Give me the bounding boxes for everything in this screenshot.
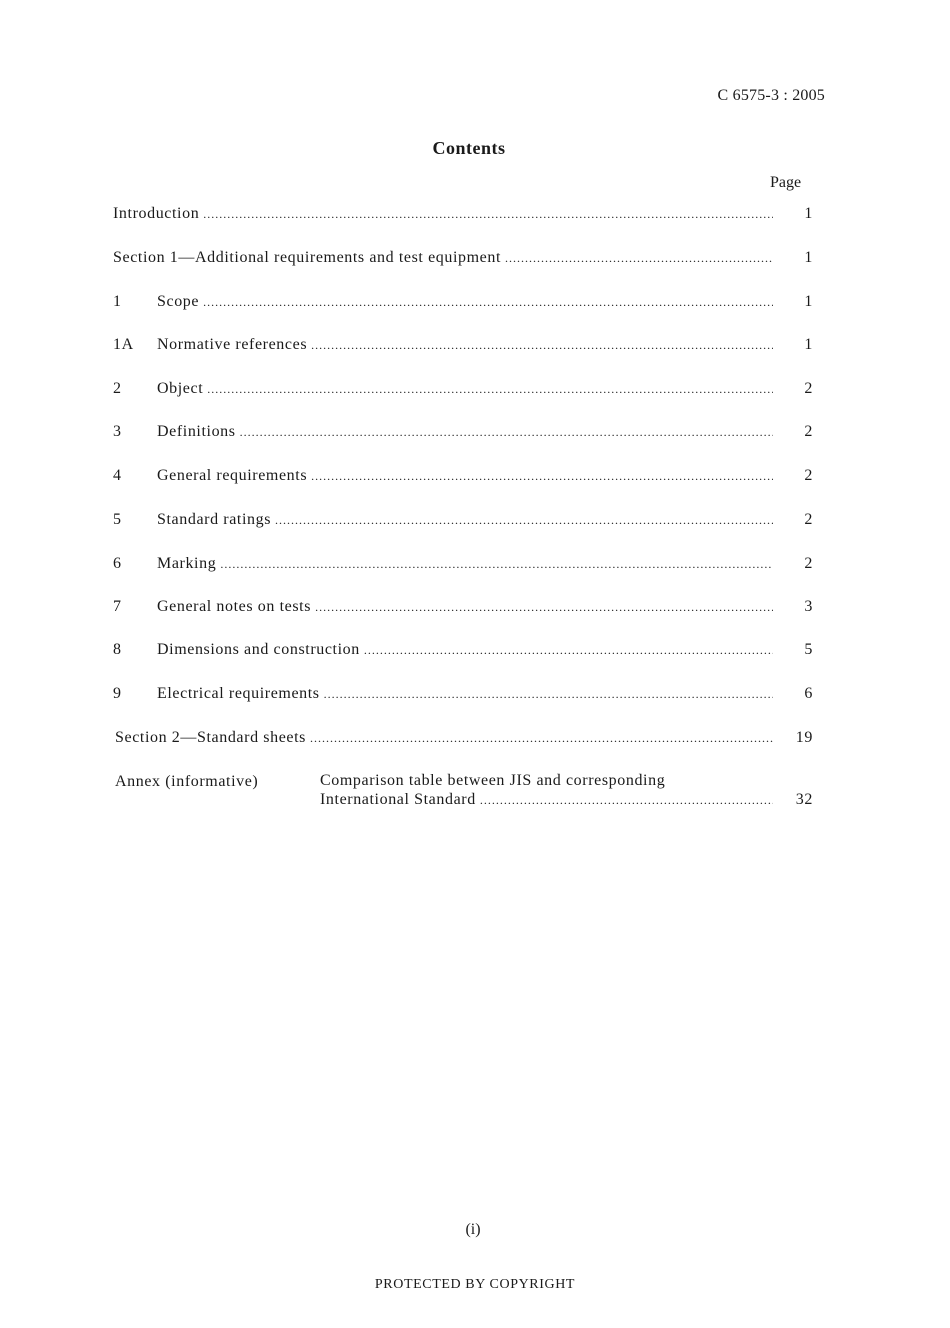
toc-page: 19 xyxy=(795,729,813,746)
toc-entry-standard-ratings[interactable] xyxy=(113,511,813,535)
toc-leader-dots xyxy=(311,469,773,484)
toc-number: 2 xyxy=(113,380,122,397)
toc-page: 6 xyxy=(804,685,813,702)
page-title: Contents xyxy=(432,138,506,158)
document-id: C 6575-3 : 2005 xyxy=(717,87,825,104)
toc-page: 1 xyxy=(804,336,813,353)
toc-entry-annex-title-line2[interactable] xyxy=(320,791,813,809)
toc-leader-dots xyxy=(310,731,773,746)
toc-number: 9 xyxy=(113,685,122,702)
footer-page-number: (i) xyxy=(465,1221,481,1238)
toc-leader-dots xyxy=(505,251,773,266)
toc-entry-marking[interactable] xyxy=(113,555,813,579)
toc-leader-dots xyxy=(240,425,773,440)
toc-number: 4 xyxy=(113,467,122,484)
toc-label: Section 2—Standard sheets xyxy=(115,729,306,746)
toc-number: 8 xyxy=(113,641,122,658)
toc-page: 32 xyxy=(795,791,813,808)
toc-entry-scope[interactable] xyxy=(113,293,813,317)
toc-leader-dots xyxy=(220,557,773,572)
toc-leader-dots xyxy=(311,338,773,353)
toc-label: Normative references xyxy=(157,336,308,353)
toc-page: 3 xyxy=(804,598,813,615)
toc-page: 2 xyxy=(804,555,813,572)
toc-number: 1 xyxy=(113,293,122,310)
toc-label: General requirements xyxy=(157,467,308,484)
toc-entry-general-requirements[interactable] xyxy=(113,467,813,491)
toc-label: International Standard xyxy=(320,791,476,808)
toc-leader-dots xyxy=(275,513,773,528)
toc-label: Electrical requirements xyxy=(157,685,320,702)
toc-leader-dots xyxy=(480,793,773,808)
toc-entry-introduction[interactable] xyxy=(113,205,813,229)
toc-entry-general-notes-on-tests[interactable] xyxy=(113,598,813,622)
toc-entry-definitions[interactable] xyxy=(113,423,813,447)
toc-label: Standard ratings xyxy=(157,511,272,528)
toc-number: 3 xyxy=(113,423,122,440)
toc-entry-object[interactable] xyxy=(113,380,813,404)
page-column-header: Page xyxy=(770,174,802,191)
toc-label: Section 1—Additional requirements and test equipment xyxy=(113,249,502,266)
toc-entry-annex-title-line1[interactable]: Comparison table between JIS and corresponding xyxy=(320,772,666,789)
toc-number: 6 xyxy=(113,555,122,572)
toc-leader-dots xyxy=(207,382,773,397)
toc-leader-dots xyxy=(315,600,773,615)
toc-page: 2 xyxy=(804,380,813,397)
toc-label: Marking xyxy=(157,555,217,572)
toc-leader-dots xyxy=(324,687,773,702)
toc-entry-annex-label[interactable]: Annex (informative) xyxy=(115,773,259,790)
toc-page: 1 xyxy=(804,249,813,266)
toc-label: General notes on tests xyxy=(157,598,312,615)
toc-label: Scope xyxy=(157,293,200,310)
toc-number: 5 xyxy=(113,511,122,528)
toc-page: 1 xyxy=(804,205,813,222)
toc-entry-dimensions-and-construction[interactable] xyxy=(113,641,813,665)
toc-label: Definitions xyxy=(157,423,236,440)
toc-page: 2 xyxy=(804,423,813,440)
toc-leader-dots xyxy=(203,295,773,310)
toc-label: Dimensions and construction xyxy=(157,641,360,658)
toc-entry-electrical-requirements[interactable] xyxy=(113,685,813,709)
toc-label: Object xyxy=(157,380,204,397)
toc-leader-dots xyxy=(364,643,773,658)
toc-entry-section-2[interactable] xyxy=(115,729,813,753)
toc-entry-section-1[interactable] xyxy=(113,249,813,273)
toc-page: 2 xyxy=(804,467,813,484)
toc-leader-dots xyxy=(203,207,773,222)
toc-entry-normative-references[interactable] xyxy=(113,336,813,360)
toc-number: 1A xyxy=(113,336,134,353)
toc-label: Introduction xyxy=(113,205,200,222)
toc-page: 2 xyxy=(804,511,813,528)
copyright-notice: PROTECTED BY COPYRIGHT xyxy=(374,1277,576,1292)
toc-page: 5 xyxy=(804,641,813,658)
toc-page: 1 xyxy=(804,293,813,310)
toc-number: 7 xyxy=(113,598,122,615)
